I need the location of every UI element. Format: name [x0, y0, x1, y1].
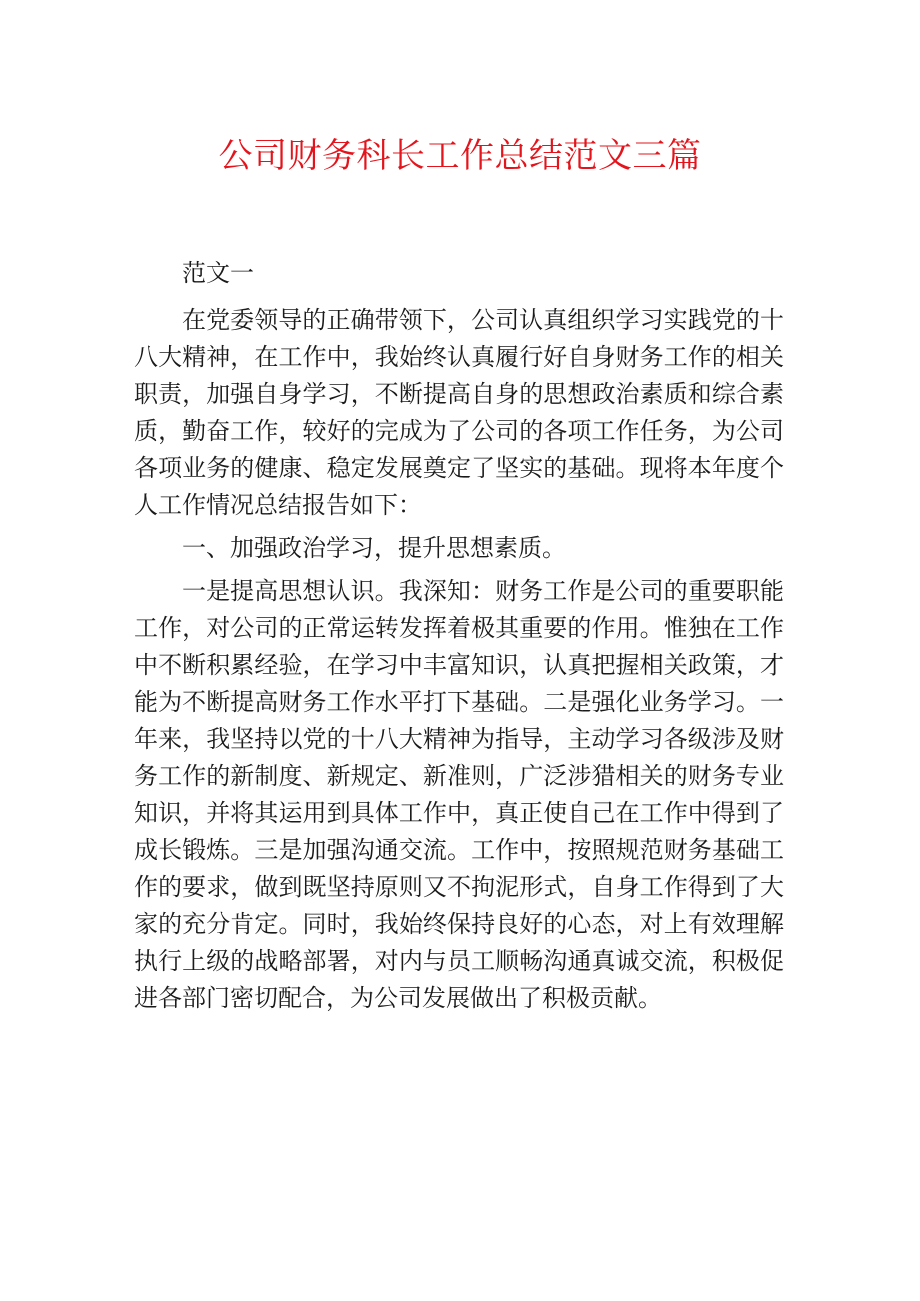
paragraph-heading: 一、加强政治学习，提升思想素质。 [182, 534, 566, 562]
paragraph-detail: 一是提高思想认识。我深知：财务工作是公司的重要职能工作，对公司的正常运转发挥着极其重要的作用。惟独在工作中不断积累经验，在学习中丰富知识，认真把握相关政策，才能为不断提高财务工作水平打下基础。二是强化业务学习。一年来，我坚持以党的十八大精神为指导，主动学习各级涉及财务工作的新制度、新规定、新准则，广泛涉猎相关的财务专业知识，并将其运用到具体工作中，真正使自己在工作中得到了成长锻炼。三是加强沟通交流。工作中，按照规范财务基础工作的要求，做到既坚持原则又不拘泥形式，自身工作得到了大家的充分肯定。同时，我始终保持良好的心态，对上有效理解执行上级的战略部署，对内与员工顺畅沟通真诚交流，积极促进各部门密切配合，为公司发展做出了积极贡献。 [134, 577, 784, 1012]
paragraph-intro: 在党委领导的正确带领下，公司认真组织学习实践党的十八大精神，在工作中，我始终认真履行好自身财务工作的相关职责，加强自身学习，不断提高自身的思想政治素质和综合素质，勤奋工作，较好的完成为了公司的各项工作任务，为公司各项业务的健康、稳定发展奠定了坚实的基础。现将本年度个人工作情况总结报告如下： [134, 306, 784, 519]
document-title: 公司财务科长工作总结范文三篇 [218, 136, 702, 176]
document-body [134, 255, 784, 1023]
section-label: 范文一 [182, 259, 254, 287]
